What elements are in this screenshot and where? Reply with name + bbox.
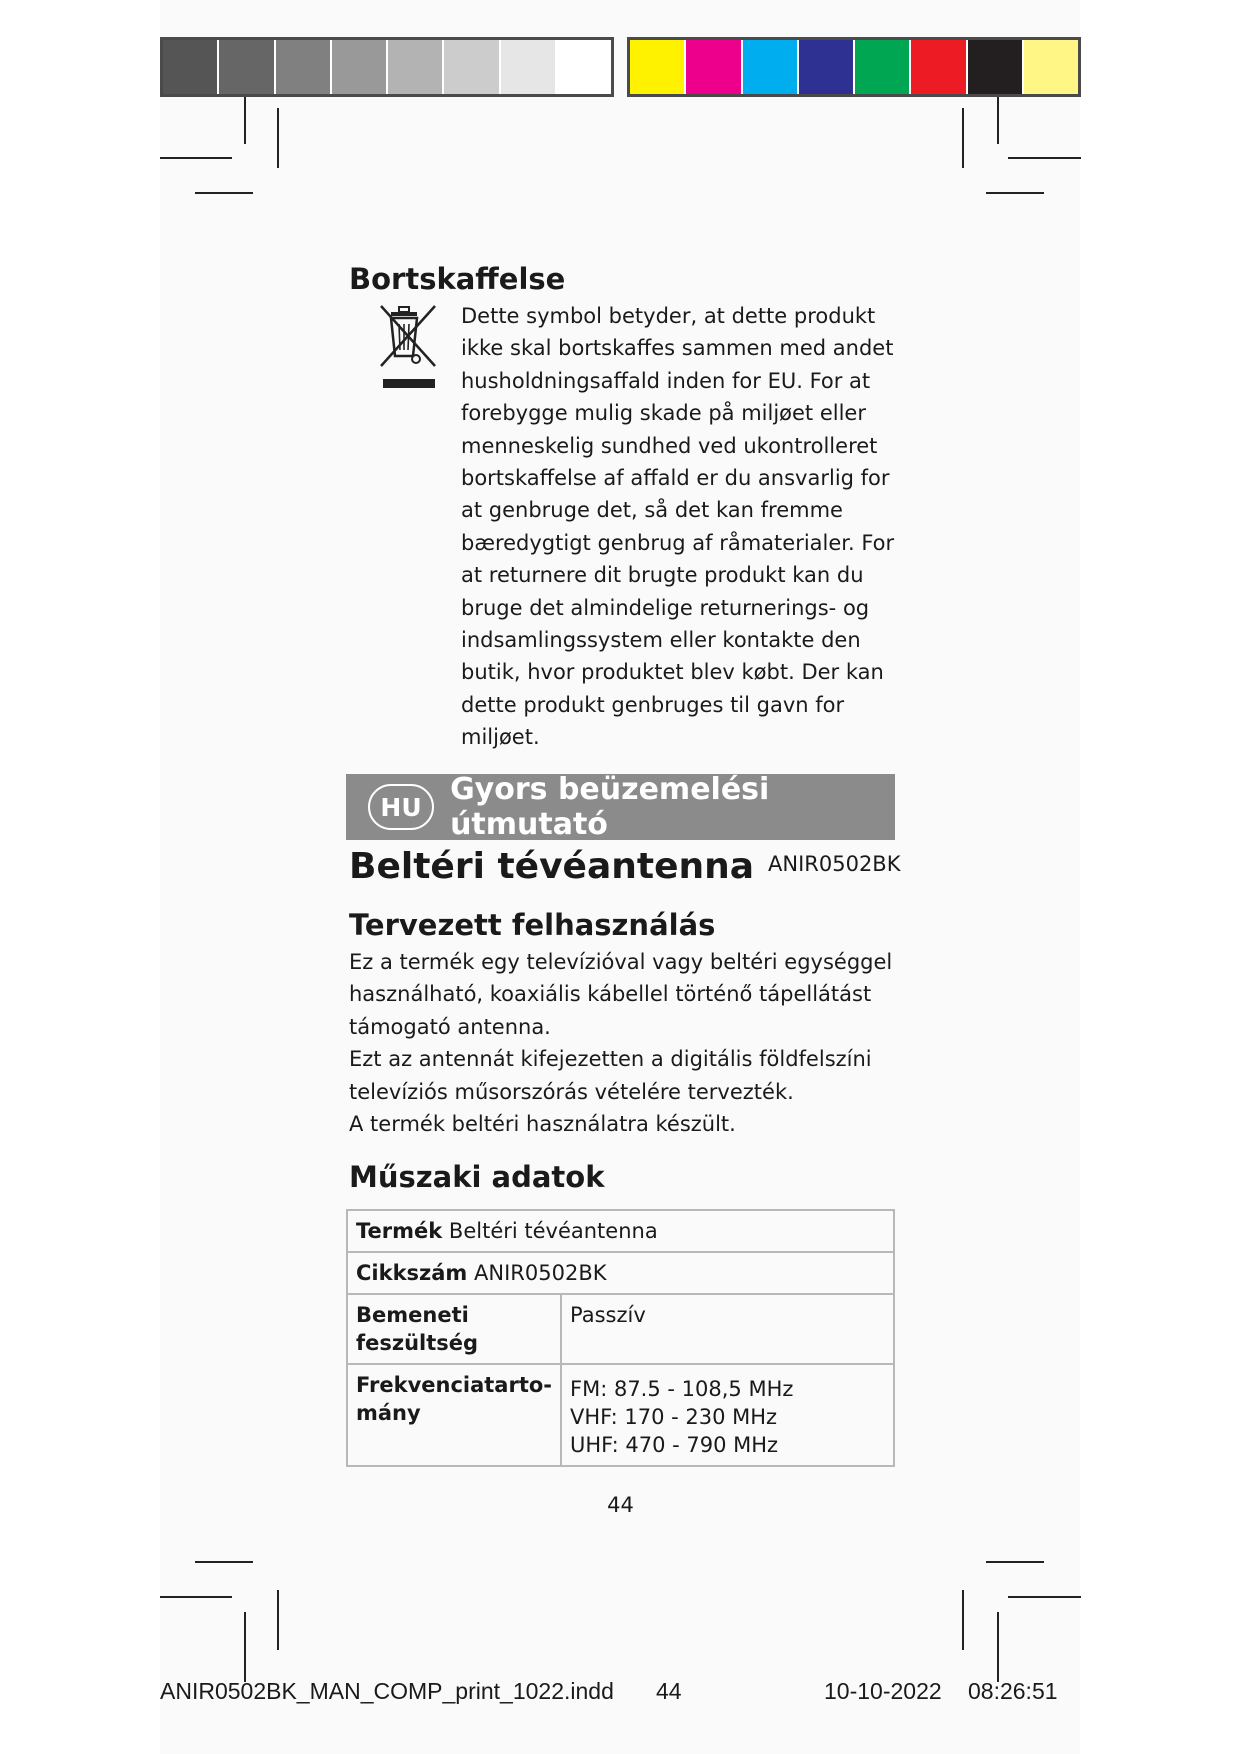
table-cell <box>347 1210 894 1252</box>
disposal-text: Dette symbol betyder, at dette produkt ikke skal bortskaffes sammen med andet husholdningsaffald inden for EU. For at forebygge mulig skade på miljøet eller menneskelig sundhed ved ukontrolleret bortskaffelse af affald er du ansvarlig for at genbruge det, så det kan fremme bæredygtigt genbrug af råmaterialer. For at returnere dit brugte produkt kan du bruge det almindelige returnerings- og indsamlingssystem eller kontakte den butik, hvor produktet blev købt. Der kan dette produkt genbruges til gavn for miljøet. <box>461 304 895 750</box>
spec-label: Termék <box>356 1219 443 1243</box>
intended-use-line: A termék beltéri használatra készült. <box>349 1112 736 1137</box>
table-cell <box>347 1364 561 1466</box>
spec-value: UHF: 470 - 790 MHz <box>570 1433 779 1457</box>
slug-file: ANIR0502BK_MAN_COMP_print_1022.indd <box>160 1678 614 1704</box>
page-number: 44 <box>607 1493 634 1517</box>
table-cell <box>347 1294 561 1364</box>
table-row <box>347 1210 894 1252</box>
crop-mark <box>997 1612 999 1682</box>
crop-mark <box>160 1596 232 1598</box>
color-swatch <box>743 40 799 94</box>
table-row <box>347 1294 894 1364</box>
crop-mark <box>962 1590 964 1650</box>
specs-heading-wrap <box>349 1160 894 1194</box>
crop-mark <box>1008 157 1081 159</box>
weee-crossed-bin-icon <box>379 304 439 394</box>
slug-page: 44 <box>656 1678 682 1704</box>
color-swatch <box>501 40 557 94</box>
color-swatch <box>388 40 444 94</box>
slug-time: 08:26:51 <box>968 1678 1058 1704</box>
slug-date: 10-10-2022 <box>824 1678 942 1704</box>
crop-mark <box>277 108 279 168</box>
table-row <box>347 1364 894 1466</box>
crop-mark <box>277 1590 279 1650</box>
intended-use-line: Ezt az antennát kifejezetten a digitális földfelszíni televíziós műsorszórás vételére tervezték. <box>349 1047 872 1104</box>
language-banner <box>346 774 895 840</box>
specs-heading: Műszaki adatok <box>349 1160 605 1194</box>
color-swatch <box>911 40 967 94</box>
spec-label: Cikkszám <box>356 1261 468 1285</box>
crop-mark <box>986 192 1044 194</box>
color-bar <box>627 37 1081 97</box>
color-swatch <box>1024 40 1078 94</box>
table-row <box>347 1252 894 1294</box>
crop-mark <box>195 192 253 194</box>
color-swatch <box>276 40 332 94</box>
crop-mark <box>160 157 232 159</box>
crop-mark <box>244 1612 246 1682</box>
spec-value: Beltéri tévéantenna <box>448 1219 658 1243</box>
color-swatch <box>799 40 855 94</box>
spec-value: ANIR0502BK <box>474 1261 607 1285</box>
product-title: Beltéri tévéantenna <box>349 846 755 887</box>
color-swatch <box>332 40 388 94</box>
table-cell <box>347 1252 894 1294</box>
spec-label: Bemeneti feszültség <box>356 1303 479 1355</box>
crop-mark <box>986 1561 1044 1563</box>
grayscale-bar <box>160 37 614 97</box>
banner-title: Gyors beüzemelési útmutató <box>450 772 770 842</box>
spec-label: Frekvenciatarto-mány <box>356 1373 553 1425</box>
spec-value: VHF: 170 - 230 MHz <box>570 1405 778 1429</box>
color-swatch <box>444 40 500 94</box>
crop-mark <box>1008 1596 1081 1598</box>
crop-mark <box>962 108 964 168</box>
table-cell <box>561 1294 894 1364</box>
spec-value: Passzív <box>570 1303 646 1327</box>
model-number: ANIR0502BK <box>768 852 901 876</box>
spec-value: FM: 87.5 - 108,5 MHz <box>570 1377 794 1401</box>
disposal-heading: Bortskaffelse <box>349 262 566 296</box>
crop-mark <box>997 97 999 144</box>
intended-use-line: Ez a termék egy televízióval vagy beltéri egységgel használható, koaxiális kábellel történő tápellátást támogató antenna. <box>349 950 893 1039</box>
color-swatch <box>968 40 1024 94</box>
color-swatch <box>686 40 742 94</box>
color-swatch <box>163 40 219 94</box>
language-badge: HU <box>368 784 434 830</box>
crop-mark <box>195 1561 253 1563</box>
color-swatch <box>855 40 911 94</box>
color-swatch <box>630 40 686 94</box>
crop-mark <box>244 97 246 144</box>
specs-table <box>346 1209 895 1467</box>
intended-use-section <box>349 908 894 1140</box>
intended-use-heading: Tervezett felhasználás <box>349 908 716 942</box>
table-cell <box>561 1364 894 1466</box>
color-swatch <box>557 40 611 94</box>
color-swatch <box>219 40 275 94</box>
